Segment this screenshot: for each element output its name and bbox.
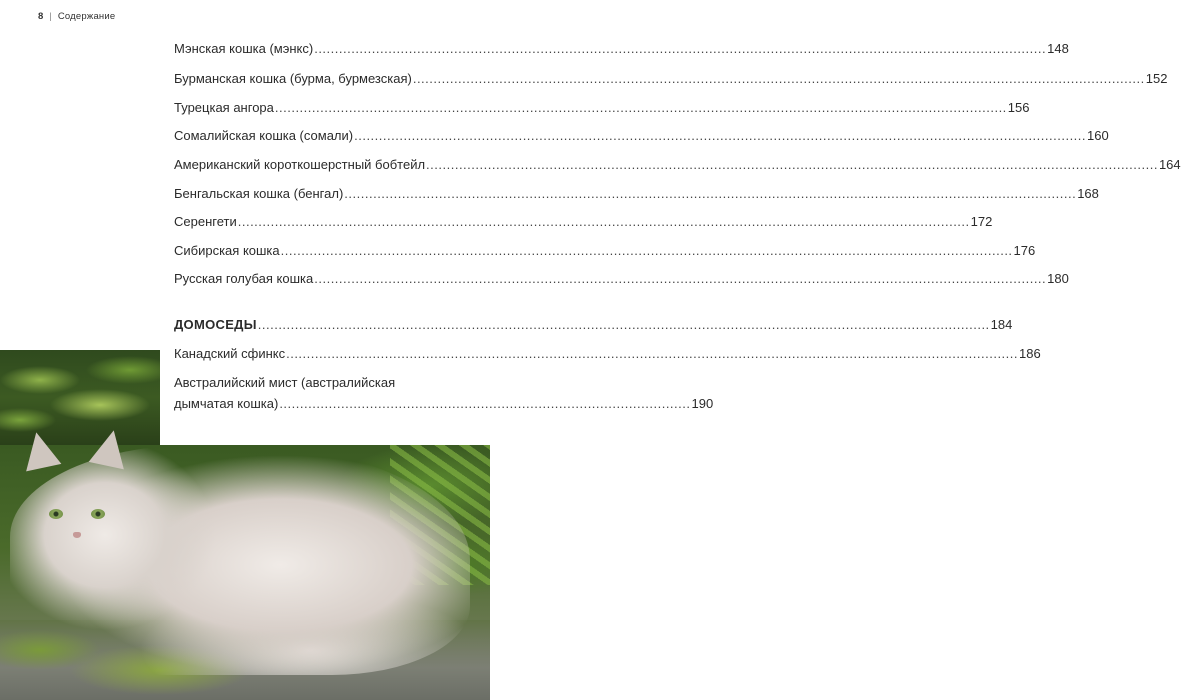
toc-entry-page: 168: [1077, 186, 1099, 201]
toc-entry[interactable]: [174, 186, 1099, 202]
section-title: Содержание: [57, 11, 116, 22]
toc-entry-page: 176: [1013, 243, 1036, 258]
toc-entry-title: Турецкая ангора: [174, 100, 274, 115]
toc-entry-page: 160: [1087, 128, 1109, 143]
toc-entry-page: 190: [691, 396, 714, 411]
toc-entry[interactable]: [174, 243, 1036, 259]
toc-entry-title: Русская голубая кошка: [174, 271, 314, 286]
dot-leader: [354, 128, 1086, 144]
cat-nose: [73, 532, 81, 538]
toc-entry[interactable]: [174, 71, 1168, 87]
page-header: [38, 11, 115, 22]
toc-entry-title: Американский короткошерстный бобтейл: [174, 157, 426, 172]
toc-entry[interactable]: [174, 41, 1069, 57]
dot-leader: [281, 243, 1013, 259]
toc-entry[interactable]: [174, 100, 1030, 116]
toc-entry[interactable]: [174, 128, 1109, 144]
page-number: 8: [38, 11, 44, 22]
toc-entry-page: 164: [1158, 157, 1181, 172]
toc-entry-page: 148: [1047, 41, 1069, 56]
toc-entry-page: 180: [1047, 271, 1069, 286]
fern-leaves-image: [0, 350, 160, 445]
toc-entry-page: 152: [1145, 71, 1168, 86]
toc-entry[interactable]: [174, 271, 1069, 287]
toc-section-title: ДОМОСЕДЫ: [174, 317, 257, 332]
cat-eye-right: [91, 509, 105, 519]
toc-entry-title-line2: дымчатая кошка): [174, 396, 279, 411]
toc-entry-title: Мэнская кошка (мэнкс): [174, 41, 314, 56]
toc-entry-page: 186: [1019, 346, 1041, 361]
dot-leader: [314, 41, 1046, 57]
header-separator: |: [49, 11, 52, 22]
toc-section-heading[interactable]: [174, 317, 1013, 333]
cat-ear-right: [89, 427, 132, 470]
dot-leader: [344, 186, 1076, 202]
toc-entry[interactable]: [174, 214, 993, 230]
cat-eye-left: [49, 509, 63, 519]
toc-entry[interactable]: [174, 157, 1181, 173]
dot-leader: [275, 100, 1007, 116]
toc-entry-title: Бенгальская кошка (бенгал): [174, 186, 344, 201]
cat-ear-left: [19, 429, 62, 472]
toc-entry[interactable]: [174, 346, 1041, 362]
toc-entry-title: Сибирская кошка: [174, 243, 280, 258]
dot-leader: [413, 71, 1145, 87]
table-of-contents: [174, 0, 1181, 700]
toc-entry-title: Бурманская кошка (бурма, бурмезская): [174, 71, 412, 86]
toc-entry-title: Сомалийская кошка (сомали): [174, 128, 354, 143]
dot-leader: [238, 214, 970, 230]
toc-section-page: 184: [990, 317, 1013, 332]
toc-entry-title-line1: Австралийский мист (австралийская: [174, 375, 396, 390]
toc-entry-page: 156: [1007, 100, 1030, 115]
dot-leader: [426, 157, 1158, 173]
dot-leader: [258, 317, 990, 333]
toc-entry-page: 172: [970, 214, 993, 229]
toc-entry-line2: [174, 393, 714, 414]
dot-leader: ....................................................................................................: [279, 396, 691, 411]
toc-entry-title: Канадский сфинкс: [174, 346, 286, 361]
toc-entry[interactable]: [174, 372, 714, 414]
dot-leader: [286, 346, 1018, 362]
toc-entry-title: Серенгети: [174, 214, 237, 229]
dot-leader: [314, 271, 1046, 287]
